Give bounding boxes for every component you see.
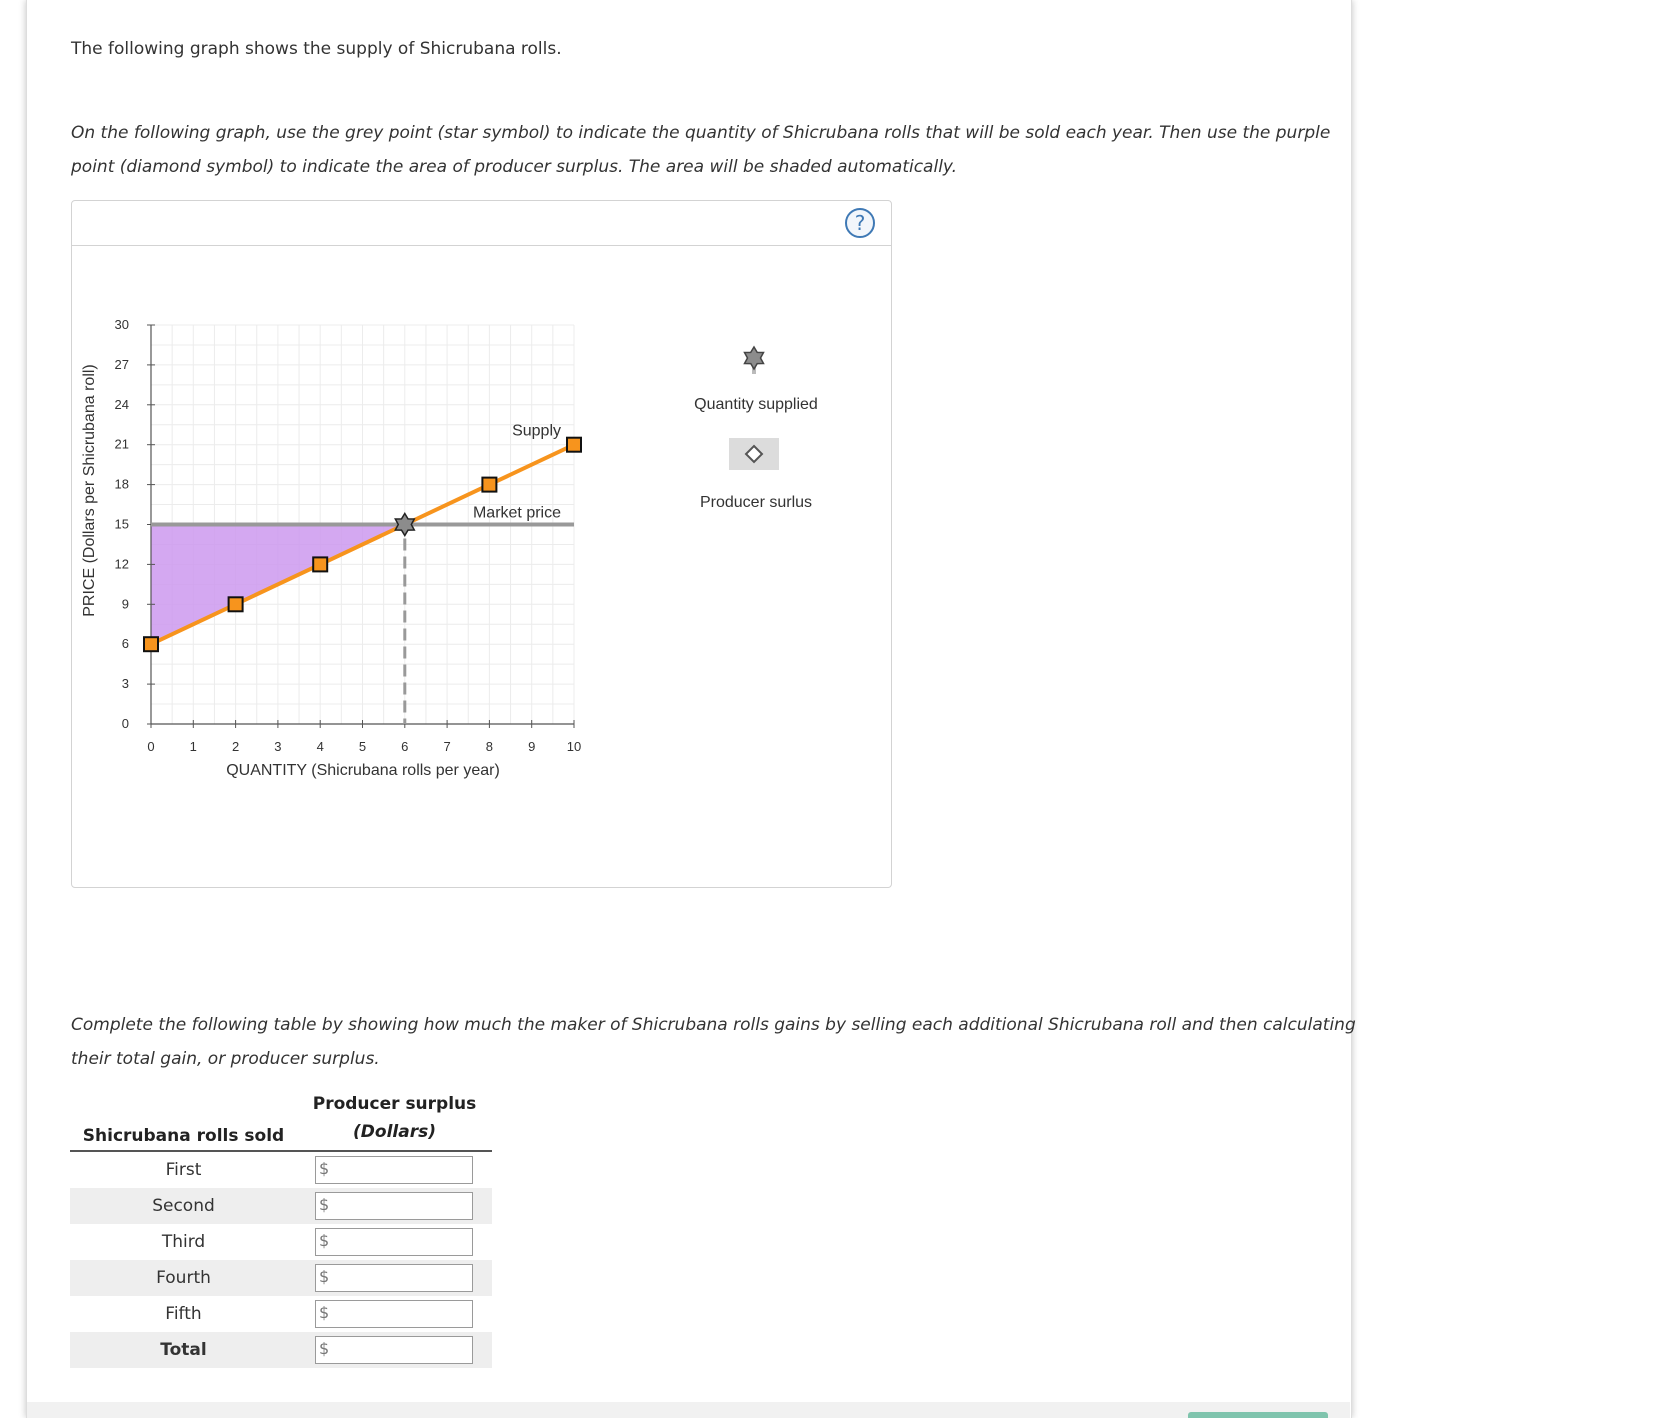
x-tick-label: 9 (528, 739, 536, 754)
surplus-field[interactable] (330, 1194, 474, 1220)
column-header-producer-surplus (297, 1090, 492, 1151)
intro-text: The following graph shows the supply of Shicrubana rolls. (71, 39, 562, 59)
surplus-input-fifth[interactable] (315, 1300, 473, 1328)
x-tick-label: 6 (401, 739, 409, 754)
x-tick-label: 5 (358, 739, 367, 754)
producer-surplus-tool[interactable] (729, 438, 779, 470)
x-tick-label: 4 (316, 739, 324, 754)
surplus-input-total[interactable] (315, 1336, 473, 1364)
quantity-supplied-tool-star-icon[interactable] (736, 342, 772, 378)
supply-chart[interactable] (72, 245, 891, 885)
x-tick-label: 10 (566, 739, 582, 754)
surplus-input-third[interactable] (315, 1228, 473, 1256)
table-row (70, 1260, 492, 1296)
y-axis-label: PRICE (Dollars per Shicrubana roll) (81, 364, 98, 617)
supply-point (567, 438, 581, 452)
supply-point (482, 478, 496, 492)
row-label: Second (70, 1188, 297, 1224)
supply-point (144, 637, 158, 651)
column-header-rolls-sold: Shicrubana rolls sold (70, 1090, 297, 1151)
dollar-sign: $ (319, 1159, 330, 1178)
graph-toolbar (72, 201, 891, 246)
column-header-title: Producer surplus (312, 1094, 477, 1114)
submit-button[interactable] (1188, 1412, 1328, 1418)
surplus-field[interactable] (330, 1338, 474, 1364)
dollar-sign: $ (319, 1303, 330, 1322)
y-tick-label: 15 (114, 516, 129, 532)
x-tick-label: 8 (485, 739, 494, 754)
graph-tool (71, 200, 892, 888)
y-tick-label: 21 (114, 436, 129, 452)
y-tick-label: 3 (121, 676, 129, 692)
producer-surplus-legend-label: Producer surlus (699, 494, 813, 511)
y-tick-label: 18 (114, 476, 129, 492)
y-tick-label: 24 (114, 396, 129, 412)
quantity-supplied-legend-label: Quantity supplied (694, 396, 818, 413)
row-label: Fourth (70, 1260, 297, 1296)
producer-surplus-table (70, 1090, 492, 1368)
row-label: Fifth (165, 1304, 202, 1324)
table-row (70, 1296, 492, 1332)
y-tick-label: 6 (121, 636, 129, 652)
surplus-field[interactable] (330, 1158, 474, 1184)
dollar-sign: $ (319, 1267, 330, 1286)
question-panel (26, 0, 1356, 1418)
surplus-field[interactable] (330, 1302, 474, 1328)
table-row (70, 1224, 492, 1260)
table-row-total (70, 1332, 492, 1368)
market-price-label: Market price (472, 504, 561, 522)
x-axis-label: QUANTITY (Shicrubana rolls per year) (226, 762, 500, 779)
table-row (70, 1151, 492, 1188)
row-label: Third (161, 1232, 206, 1252)
y-tick-label: 27 (114, 356, 129, 372)
y-tick-label: 9 (121, 596, 129, 612)
dollar-sign: $ (319, 1339, 330, 1358)
y-tick-label: 30 (114, 317, 129, 332)
table-instructions: Complete the following table by showing how much the maker of Shicrubana rolls gains by selling each additional Shicrubana roll and then calculating their total gain, or producer surplus. (71, 1015, 1356, 1069)
x-tick-label: 7 (443, 739, 451, 754)
instructions-text: On the following graph, use the grey point (star symbol) to indicate the quantity of Shicrubana rolls that will be sold each year. Then use the purple point (diamond symbol) to indicate the area of producer surplus. The area will be shaded automatically. (71, 123, 1331, 177)
row-label-total: Total (70, 1332, 297, 1368)
x-tick-label: 1 (189, 739, 197, 754)
column-header-units: (Dollars) (353, 1122, 436, 1142)
help-icon[interactable]: ? (845, 208, 875, 238)
y-tick-label: 0 (121, 716, 129, 731)
table-row (70, 1188, 492, 1224)
y-tick-label: 12 (114, 556, 129, 572)
row-label: First (165, 1160, 202, 1180)
supply-point (313, 557, 327, 571)
surplus-field[interactable] (330, 1266, 474, 1292)
supply-point (229, 597, 243, 611)
x-tick-label: 2 (231, 739, 240, 754)
surplus-input-second[interactable] (315, 1192, 473, 1220)
surplus-field[interactable] (330, 1230, 474, 1256)
dollar-sign: $ (319, 1231, 330, 1250)
supply-label: Supply (512, 422, 561, 440)
diamond-icon (729, 438, 779, 470)
footer-bar (27, 1402, 1350, 1418)
x-tick-label: 3 (274, 739, 282, 754)
surplus-input-fourth[interactable] (315, 1264, 473, 1292)
quantity-supplied-star (395, 514, 414, 536)
surplus-input-first[interactable] (315, 1156, 473, 1184)
x-tick-label: 0 (147, 739, 155, 754)
dollar-sign: $ (319, 1195, 330, 1214)
